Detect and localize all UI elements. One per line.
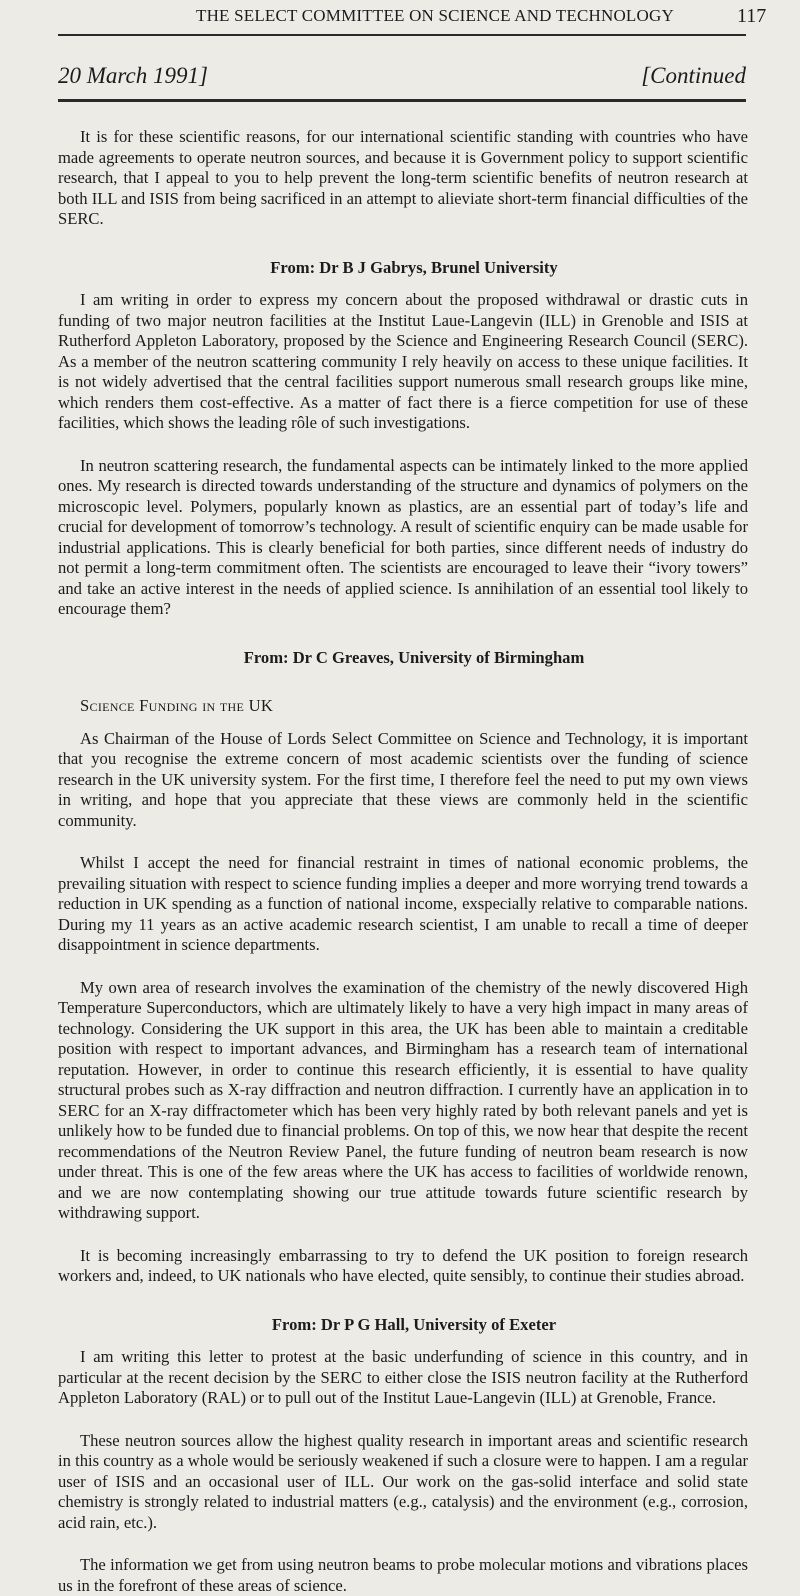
running-head <box>0 6 800 28</box>
intro-paragraph: It is for these scientific reasons, for our international scientific standing with countries who have made agreements to operate neutron sources, and because it is Government policy to support scientific research, that I appeal to you to help prevent the long-term scientific benefits of neutron research at both ILL and ISIS from being sacrificed in an attempt to alieviate short-term financial difficulties of the SERC. <box>58 127 748 228</box>
letter-from-heading: From: Dr B J Gabrys, Brunel University <box>270 257 558 277</box>
letter-paragraph: I am writing this letter to protest at the basic underfunding of science in this country, and in particular at the recent decision by the SERC to either close the ISIS neutron facility at the Rutherford Appleton Laboratory (RAL) or to pull out of the Institut Laue-Langevin (ILL) at Grenoble, France. <box>58 1347 748 1407</box>
letter-from-heading: From: Dr C Greaves, University of Birmingham <box>243 647 585 667</box>
letter-paragraph: The information we get from using neutron beams to probe molecular motions and vibrations places us in the forefront of these areas of science. <box>58 1555 748 1595</box>
letter-paragraph: In neutron scattering research, the fundamental aspects can be intimately linked to the more applied ones. My research is directed towards understanding of the structure and dynamics of polymers on the microscopic level. Polymers, popularly known as plastics, are an essential part of today’s life and crucial for development of tomorrow’s technology. A result of scientific enquiry can be made usable for industrial applications. This is clearly beneficial for both parties, since different needs of industry do not permit a long-term commitment often. The scientists are encouraged to leave their “ivory towers” and take an active interest in the needs of applied science. Is annihilation of an essential tool likely to encourage them? <box>58 455 748 618</box>
page-number: 117 <box>737 5 767 27</box>
letter-paragraph: It is becoming increasingly embarrassing to try to defend the UK position to foreign research workers and, indeed, to UK nationals who have elected, quite sensibly, to continue their studies abroad. <box>58 1245 748 1285</box>
letter-from-heading: From: Dr P G Hall, University of Exeter <box>271 1314 557 1334</box>
letter-paragraph: My own area of research involves the examination of the chemistry of the newly discovered High Temperature Superconductors, which are ultimately likely to have a very high impact in many areas of technology. Considering the UK support in this area, the UK has been able to maintain a creditable position with respect to important advances, and Birmingham has a research team of international reputation. However, in order to continue this research efficiently, it is essential to have quality structural probes such as X-ray diffraction and neutron diffraction. I currently have an application in to SERC for an X-ray diffractometer which has been very highly rated by both relevant panels and yet is unlikely how to be funded due to financial problems. On top of this, we now hear that despite the recent recommendations of the Neutron Review Panel, the future funding of neutron beam research is now under threat. This is one of the few areas where the UK has access to facilities of worldwide renown, and we are now contemplating showing our true attitude towards future scientific research by withdrawing support. <box>58 977 748 1222</box>
running-title: THE SELECT COMMITTEE ON SCIENCE AND TECHNOLOGY <box>196 6 674 25</box>
letter-paragraph: I am writing in order to express my concern about the proposed withdrawal or drastic cuts in funding of two major neutron facilities at the Institut Laue-Langevin (ILL) in Grenoble and ISIS at Rutherford Appleton Laboratory, proposed by the Science and Engineering Research Council (SERC). As a member of the neutron scattering community I rely heavily on access to these unique facilities. It is not widely advertised that the central facilities support numerous small research groups like mine, which renders them cost-effective. As a matter of fact there is a fierce competition for use of these facilities, which shows the leading rôle of such investigations. <box>58 290 748 432</box>
document-body <box>58 127 748 1596</box>
date: 20 March 1991] <box>58 63 208 88</box>
section-heading: Science Funding in the UK <box>80 696 274 715</box>
continued-label: [Continued <box>641 63 746 88</box>
letter-paragraph: These neutron sources allow the highest quality research in important areas and scientific research in this country as a whole would be seriously weakened if such a closure were to happen. I am a regular user of ISIS and an occasional user of ILL. Our work on the gas-solid interface and solid state chemistry is strongly related to industrial matters (e.g., catalysis) and the environment (e.g., corrosion, acid rain, etc.). <box>58 1430 748 1532</box>
header-rule-bottom <box>58 99 746 102</box>
header-rule-top <box>58 34 746 36</box>
letter-paragraph: As Chairman of the House of Lords Select Committee on Science and Technology, it is important that you recognise the extreme concern of most academic scientists over the funding of science research in the UK university system. For the first time, I therefore feel the need to put my own views in writing, and hope that you appreciate that these views are commonly held in the scientific community. <box>58 728 748 830</box>
date-line <box>58 63 746 91</box>
letter-paragraph: Whilst I accept the need for financial restraint in times of national economic problems, the prevailing situation with respect to science funding implies a deeper and more worrying trend towards a reduction in UK spending as a function of national income, exspecially relative to comparable nations. During my 11 years as an active academic research scientist, I am unable to recall a time of deeper disappointment in science departments. <box>58 853 748 954</box>
